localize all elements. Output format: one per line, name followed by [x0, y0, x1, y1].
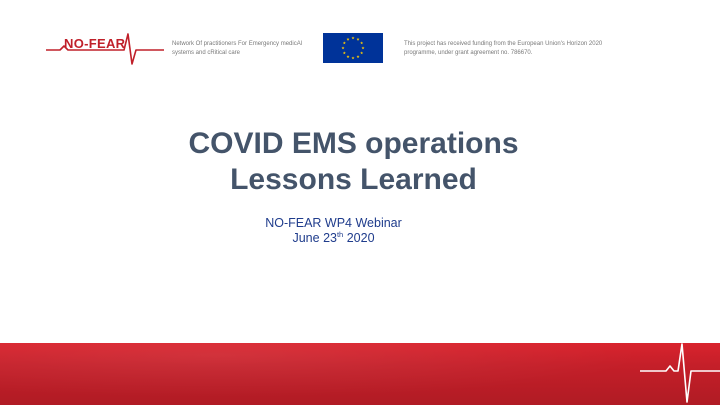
eu-flag-icon — [323, 33, 383, 63]
title-line-2: Lessons Learned — [230, 163, 477, 196]
slide-subtitle — [0, 216, 667, 246]
webinar-date — [0, 231, 667, 246]
date-prefix: June 23 — [292, 231, 337, 245]
heartbeat-icon — [640, 340, 720, 405]
date-suffix: th — [336, 229, 344, 239]
footer-band-shade — [0, 343, 720, 405]
funding-notice: This project has received funding from the European Union's Horizon 2020 programme, under grant agreement no. 786670. — [404, 41, 603, 56]
title-line-1: COVID EMS operations — [188, 127, 519, 160]
webinar-name: NO-FEAR WP4 Webinar — [265, 216, 402, 230]
slide-title — [0, 126, 707, 198]
logo-text: NO-FEAR — [64, 36, 126, 51]
date-year: 2020 — [343, 231, 375, 245]
no-fear-logo — [46, 30, 164, 66]
network-description: Network Of practitioners For Emergency medicAl systems and cRitical care — [172, 41, 303, 56]
